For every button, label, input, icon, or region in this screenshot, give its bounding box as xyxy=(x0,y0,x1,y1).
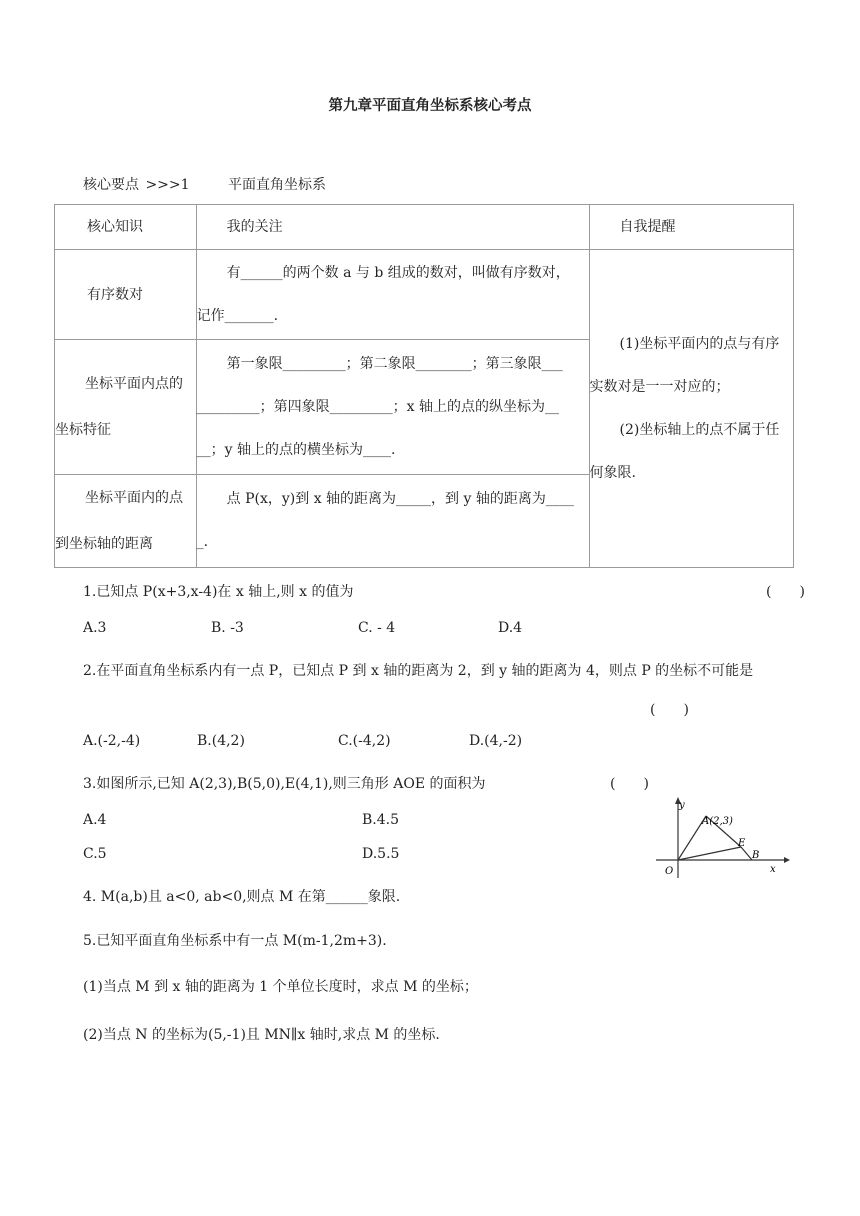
x-axis-label: x xyxy=(770,864,776,875)
row-topic: 坐标平面内的点 到坐标轴的距离 xyxy=(55,475,197,568)
row-content: 第一象限_________；第二象限________；第三象限___ _________；第四象限_________；x 轴上的点的纵坐标为__ __；y 轴上的点的横坐标为____. xyxy=(196,340,589,475)
question-2-option-c: C.(-4,2) xyxy=(338,733,391,749)
question-2-answer-paren: ( ) xyxy=(650,702,689,718)
question-3-option-b: B.4.5 xyxy=(362,812,400,828)
point-a-label: A(2,3) xyxy=(702,816,733,827)
section-name: 平面直角坐标系 xyxy=(228,177,327,193)
y-axis-label: y xyxy=(679,800,685,811)
coordinate-figure xyxy=(652,792,792,880)
question-2-text: 2.在平面直角坐标系内有一点 P，已知点 P 到 x 轴的距离为 2，到 y 轴的距离为 4，则点 P 的坐标不可能是 xyxy=(83,663,754,679)
question-3-option-c: C.5 xyxy=(83,846,107,862)
question-2-option-b: B.(4,2) xyxy=(197,733,245,749)
point-e-label: E xyxy=(738,838,746,849)
question-5-part-2: (2)当点 N 的坐标为(5,-1)且 MN∥x 轴时,求点 M 的坐标. xyxy=(83,1027,440,1043)
question-1-option-c: C. - 4 xyxy=(358,620,396,636)
x-axis-arrow-icon xyxy=(784,857,790,863)
question-3-option-d: D.5.5 xyxy=(362,846,400,862)
knowledge-table xyxy=(54,204,794,568)
question-4-text: 4. M(a,b)且 a<0, ab<0,则点 M 在第______象限. xyxy=(83,889,401,905)
table-header-row xyxy=(55,205,794,250)
page-title: 第九章平面直角坐标系核心考点 xyxy=(328,97,532,114)
question-1-option-a: A.3 xyxy=(83,620,107,636)
header-core-knowledge: 核心知识 xyxy=(55,205,197,250)
point-b-label: B xyxy=(752,850,760,861)
header-self-reminder: 自我提醒 xyxy=(589,205,793,250)
table-row xyxy=(55,250,794,340)
question-2-option-a: A.(-2,-4) xyxy=(83,733,141,749)
origin-label: O xyxy=(665,866,674,877)
question-5-part-1: (1)当点 M 到 x 轴的距离为 1 个单位长度时，求点 M 的坐标； xyxy=(83,979,478,995)
row-content: 有______的两个数 a 与 b 组成的数对，叫做有序数对， 记作_______. xyxy=(196,250,589,340)
question-3-answer-paren: ( ) xyxy=(610,776,649,792)
question-5-text: 5.已知平面直角坐标系中有一点 M(m-1,2m+3). xyxy=(83,933,387,949)
section-tag: >>>1 xyxy=(145,177,190,193)
header-my-focus: 我的关注 xyxy=(196,205,589,250)
question-2-option-d: D.(4,-2) xyxy=(469,733,523,749)
question-3-option-a: A.4 xyxy=(83,812,107,828)
question-1-text: 1.已知点 P(x+3,x-4)在 x 轴上,则 x 的值为 xyxy=(83,584,354,600)
section-label: 核心要点 xyxy=(83,177,139,193)
question-3-text: 3.如图所示,已知 A(2,3),B(5,0),E(4,1),则三角形 AOE 的面积为 xyxy=(83,776,486,792)
row-topic: 坐标平面内点的 坐标特征 xyxy=(55,340,197,475)
question-1-option-d: D.4 xyxy=(498,620,523,636)
section-heading xyxy=(83,174,326,194)
row-topic: 有序数对 xyxy=(55,250,197,340)
row-content: 点 P(x，y)到 x 轴的距离为_____，到 y 轴的距离为____ _. xyxy=(196,475,589,568)
question-1-option-b: B. -3 xyxy=(211,620,244,636)
question-1-answer-paren: ( ) xyxy=(766,584,805,600)
segment-oe xyxy=(678,847,741,860)
reminder-cell: (1)坐标平面内的点与有序 实数对是一一对应的； (2)坐标轴上的点不属于任 何象限. xyxy=(589,250,793,568)
